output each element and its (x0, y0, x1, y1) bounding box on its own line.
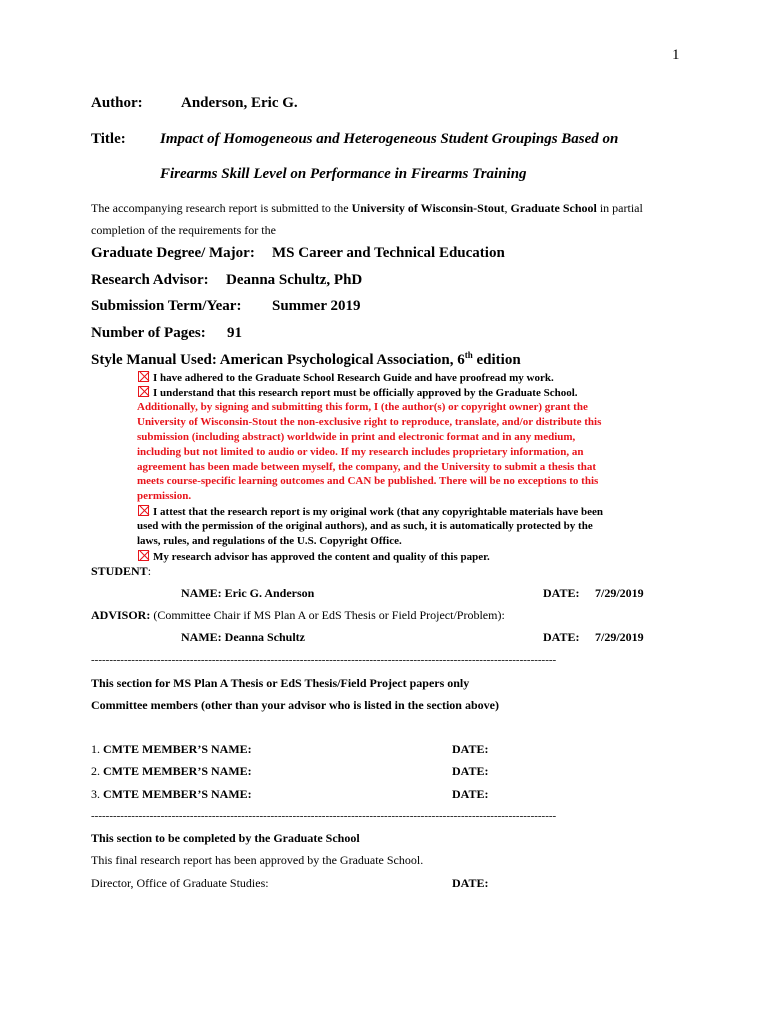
author-value: Anderson, Eric G. (181, 95, 298, 111)
style-manual-label: Style Manual Used: American Psychological Association, 6 (91, 352, 465, 368)
advisor-signature-label (91, 608, 505, 623)
intro-comma: , (504, 201, 511, 215)
checked-box-icon[interactable] (138, 386, 149, 397)
advisor-name: NAME: Deanna Schultz (181, 630, 306, 644)
director-label: Director, Office of Graduate Studies: (91, 876, 269, 890)
pages-value: 91 (227, 325, 242, 341)
advisor-date-label: DATE: (543, 630, 580, 644)
checked-box-icon[interactable] (138, 550, 149, 561)
degree-value: MS Career and Technical Education (272, 245, 505, 261)
page-number: 1 (672, 47, 680, 63)
title-line-1: Impact of Homogeneous and Heterogeneous Student Groupings Based on (160, 131, 619, 147)
check-2 (138, 386, 578, 399)
divider-1: ------------------------------------------------------------------------------------------------------------------------------- (91, 654, 557, 666)
check-2-text: I understand that this research report must be officially approved by the Graduate School. (153, 387, 578, 399)
member-3-num: 3. (91, 787, 103, 801)
check-1-text: I have adhered to the Graduate School Research Guide and have proofread my work. (153, 372, 554, 384)
checked-box-icon[interactable] (138, 371, 149, 382)
title-label: Title: (91, 131, 126, 147)
intro-post: in partial (596, 201, 643, 215)
intro-line-2: completion of the requirements for the (91, 223, 276, 237)
advisor-value: Deanna Schultz, PhD (226, 272, 363, 288)
license-line-4: including but not limited to audio or video. If my research includes proprietary information, an (137, 446, 584, 458)
member-row-2 (91, 764, 252, 779)
member-1-date: DATE: (452, 742, 489, 756)
member-1-label: CMTE MEMBER’S NAME: (103, 742, 252, 756)
advisor-sig-label: ADVISOR: (91, 608, 151, 622)
advisor-sig-note: (Committee Chair if MS Plan A or EdS Thesis or Field Project/Problem): (150, 608, 505, 622)
intro-school: Graduate School (510, 201, 597, 215)
style-manual (91, 352, 521, 369)
author-label: Author: (91, 95, 143, 111)
style-manual-suffix: edition (472, 352, 521, 368)
student-date-label: DATE: (543, 586, 580, 600)
plan-section-sub: Committee members (other than your advisor who is listed in the section above) (91, 698, 499, 712)
member-2-label: CMTE MEMBER’S NAME: (103, 764, 252, 778)
director-date-label: DATE: (452, 876, 489, 890)
style-manual-sup: th (464, 350, 473, 360)
member-3-label: CMTE MEMBER’S NAME: (103, 787, 252, 801)
check-4 (138, 550, 490, 563)
term-value: Summer 2019 (272, 298, 361, 314)
license-line-1: Additionally, by signing and submitting this form, I (the author(s) or copyright owner) grant the (137, 401, 588, 413)
plan-section-heading: This section for MS Plan A Thesis or EdS Thesis/Field Project papers only (91, 676, 470, 690)
grad-section-heading: This section to be completed by the Graduate School (91, 831, 360, 845)
intro-university: University of Wisconsin-Stout (351, 201, 505, 215)
student-name: NAME: Eric G. Anderson (181, 586, 315, 600)
student-label (91, 564, 151, 579)
member-row-1 (91, 742, 252, 757)
divider-2: ------------------------------------------------------------------------------------------------------------------------------- (91, 810, 557, 822)
term-label: Submission Term/Year: (91, 298, 242, 314)
checked-box-icon[interactable] (138, 505, 149, 516)
check-3 (138, 505, 603, 518)
member-1-num: 1. (91, 742, 103, 756)
student-date: 7/29/2019 (595, 586, 644, 600)
check-1 (138, 371, 554, 384)
grad-approved-text: This final research report has been approved by the Graduate School. (91, 853, 424, 867)
intro-line-1 (91, 201, 643, 216)
license-line-6: meets course-specific learning outcomes and CAN be published. There will be no exceptions to this (137, 475, 599, 487)
check-4-text: My research advisor has approved the content and quality of this paper. (153, 551, 490, 563)
advisor-date: 7/29/2019 (595, 630, 644, 644)
license-line-5: agreement has been made between myself, the company, and the University to submit a thesis that (137, 461, 597, 473)
check-3-line-3: laws, rules, and regulations of the U.S. Copyright Office. (137, 535, 402, 547)
title-line-2: Firearms Skill Level on Performance in Firearms Training (160, 166, 527, 182)
license-line-7: permission. (137, 490, 192, 502)
member-2-date: DATE: (452, 764, 489, 778)
advisor-label: Research Advisor: (91, 272, 209, 288)
student-colon: : (147, 564, 152, 578)
check-3-line-2: used with the permission of the original authors), and as such, it is automatically protected by the (137, 520, 593, 532)
license-line-3: submission (including abstract) worldwide in print and electronic format and in any medium, (137, 431, 576, 443)
member-row-3 (91, 787, 252, 802)
intro-pre: The accompanying research report is submitted to the (91, 201, 352, 215)
member-2-num: 2. (91, 764, 103, 778)
member-3-date: DATE: (452, 787, 489, 801)
pages-label: Number of Pages: (91, 325, 206, 341)
check-3-text: I attest that the research report is my original work (that any copyrightable materials have been (153, 506, 604, 518)
degree-label: Graduate Degree/ Major: (91, 245, 255, 261)
student-label-text: STUDENT (91, 564, 148, 578)
license-line-2: University of Wisconsin-Stout the non-exclusive right to reproduce, translate, and/or distribute this (137, 416, 602, 428)
